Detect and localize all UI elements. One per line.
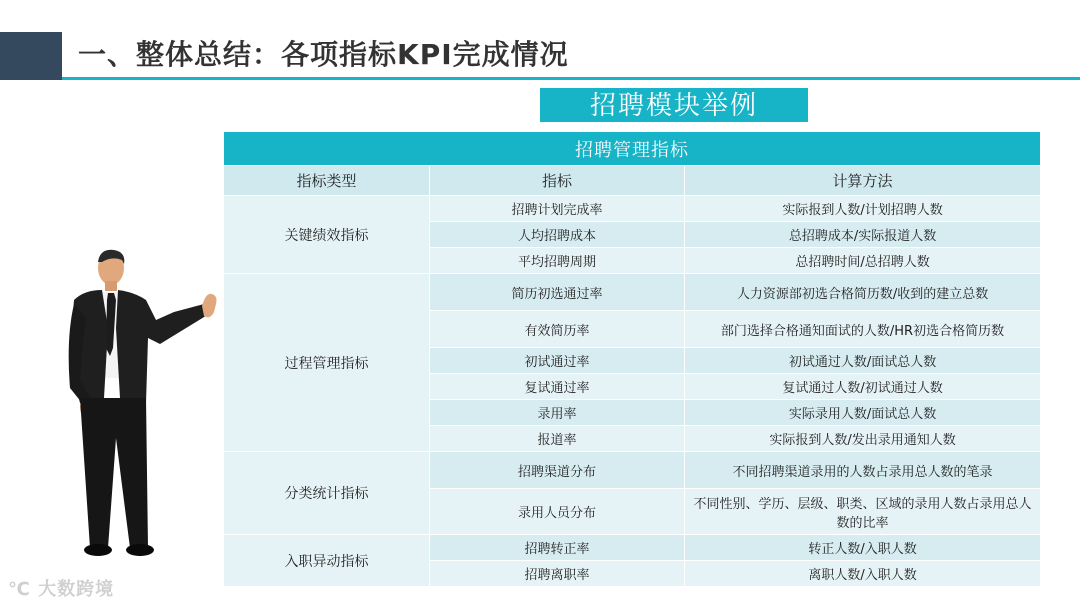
watermark-text: 大数跨境 — [38, 579, 115, 600]
metric-cell: 招聘离职率 — [430, 561, 685, 587]
metric-cell: 复试通过率 — [430, 374, 685, 400]
method-cell: 不同招聘渠道录用的人数占录用总人数的笔录 — [685, 452, 1041, 489]
table-title: 招聘管理指标 — [224, 132, 1041, 166]
method-cell: 不同性别、学历、层级、职类、区域的录用人数占录用总人数的比率 — [685, 489, 1041, 535]
category-cell: 入职异动指标 — [224, 535, 430, 587]
metric-cell: 录用率 — [430, 400, 685, 426]
method-cell: 部门选择合格通知面试的人数/HR初选合格简历数 — [685, 311, 1041, 348]
metric-cell: 人均招聘成本 — [430, 222, 685, 248]
method-cell: 总招聘时间/总招聘人数 — [685, 248, 1041, 274]
column-header-method: 计算方法 — [685, 166, 1041, 196]
column-header-type: 指标类型 — [224, 166, 430, 196]
table-row — [224, 274, 1041, 311]
category-cell: 关键绩效指标 — [224, 196, 430, 274]
metric-cell: 招聘计划完成率 — [430, 196, 685, 222]
category-cell: 过程管理指标 — [224, 274, 430, 452]
method-cell: 离职人数/入职人数 — [685, 561, 1041, 587]
title-divider — [62, 77, 1080, 80]
table-row — [224, 535, 1041, 561]
metric-cell: 报道率 — [430, 426, 685, 452]
method-cell: 人力资源部初选合格简历数/收到的建立总数 — [685, 274, 1041, 311]
metric-cell: 招聘转正率 — [430, 535, 685, 561]
method-cell: 复试通过人数/初试通过人数 — [685, 374, 1041, 400]
method-cell: 初试通过人数/面试总人数 — [685, 348, 1041, 374]
metric-cell: 有效简历率 — [430, 311, 685, 348]
method-cell: 实际报到人数/发出录用通知人数 — [685, 426, 1041, 452]
recruitment-metrics-table — [223, 131, 1041, 587]
businessman-illustration — [64, 248, 224, 563]
method-cell: 转正人数/入职人数 — [685, 535, 1041, 561]
watermark-logo — [8, 575, 114, 601]
metric-cell: 初试通过率 — [430, 348, 685, 374]
section-banner: 招聘模块举例 — [540, 88, 808, 122]
page-title: 一、整体总结：各项指标KPI完成情况 — [78, 38, 569, 71]
method-cell: 实际录用人数/面试总人数 — [685, 400, 1041, 426]
column-header-metric: 指标 — [430, 166, 685, 196]
table-row — [224, 196, 1041, 222]
table-row — [224, 452, 1041, 489]
metric-cell: 录用人员分布 — [430, 489, 685, 535]
recruitment-metrics-table-wrapper — [223, 131, 1040, 587]
method-cell: 总招聘成本/实际报道人数 — [685, 222, 1041, 248]
watermark-icon: ℃ — [8, 579, 39, 600]
method-cell: 实际报到人数/计划招聘人数 — [685, 196, 1041, 222]
title-accent-block — [0, 32, 62, 80]
metric-cell: 平均招聘周期 — [430, 248, 685, 274]
metric-cell: 招聘渠道分布 — [430, 452, 685, 489]
category-cell: 分类统计指标 — [224, 452, 430, 535]
metric-cell: 简历初选通过率 — [430, 274, 685, 311]
